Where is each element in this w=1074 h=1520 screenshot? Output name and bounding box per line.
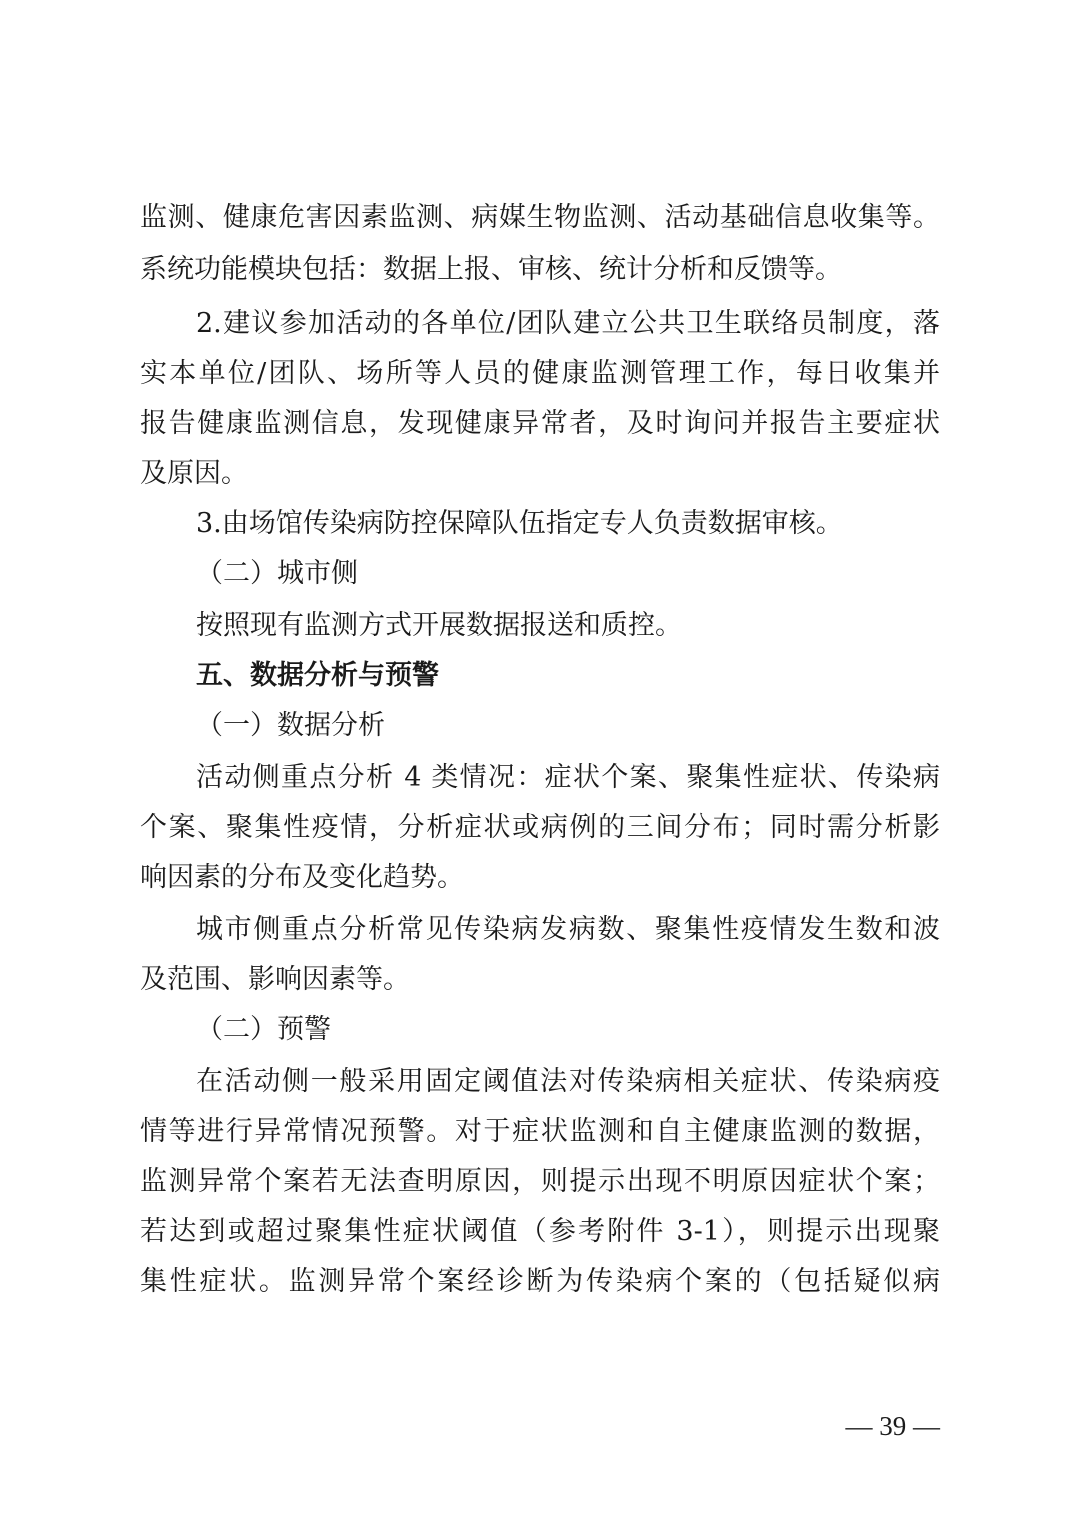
body-text-line: 监测异常个案若无法查明原因，则提示出现不明原因症状个案； <box>140 1166 940 1197</box>
body-text-line: 在活动侧一般采用固定阈值法对传染病相关症状、传染病疫 <box>196 1066 940 1097</box>
body-text-line: 及范围、影响因素等。 <box>140 964 410 995</box>
body-text-line: 实本单位/团队、场所等人员的健康监测管理工作，每日收集并 <box>140 358 940 389</box>
body-text-line: 2.建议参加活动的各单位/团队建立公共卫生联络员制度，落 <box>196 308 940 339</box>
body-text-line: 及原因。 <box>140 458 248 489</box>
section-heading: 五、数据分析与预警 <box>196 660 439 691</box>
page-number: — 39 — <box>845 1411 940 1441</box>
body-text-line: 个案、聚集性疫情，分析症状或病例的三间分布；同时需分析影 <box>140 812 940 843</box>
subheading: （一）数据分析 <box>196 710 385 741</box>
body-text-line: 报告健康监测信息，发现健康异常者，及时询问并报告主要症状 <box>140 408 940 439</box>
body-text-line: 响因素的分布及变化趋势。 <box>140 862 464 893</box>
body-text-line: 若达到或超过聚集性症状阈值（参考附件 3-1），则提示出现聚 <box>140 1216 940 1247</box>
body-text-line: 情等进行异常情况预警。对于症状监测和自主健康监测的数据， <box>140 1116 940 1147</box>
body-text-line: 活动侧重点分析 4 类情况：症状个案、聚集性症状、传染病 <box>196 762 940 793</box>
body-text-line: 监测、健康危害因素监测、病媒生物监测、活动基础信息收集等。 <box>140 202 940 233</box>
body-text-line: 城市侧重点分析常见传染病发病数、聚集性疫情发生数和波 <box>196 914 940 945</box>
body-text-line: 集性症状。监测异常个案经诊断为传染病个案的（包括疑似病 <box>140 1266 940 1297</box>
body-text-line: 按照现有监测方式开展数据报送和质控。 <box>196 610 682 641</box>
body-text-line: 系统功能模块包括：数据上报、审核、统计分析和反馈等。 <box>140 254 842 285</box>
body-text-line: 3.由场馆传染病防控保障队伍指定专人负责数据审核。 <box>196 508 843 539</box>
subheading: （二）预警 <box>196 1014 331 1045</box>
subheading: （二）城市侧 <box>196 558 358 589</box>
